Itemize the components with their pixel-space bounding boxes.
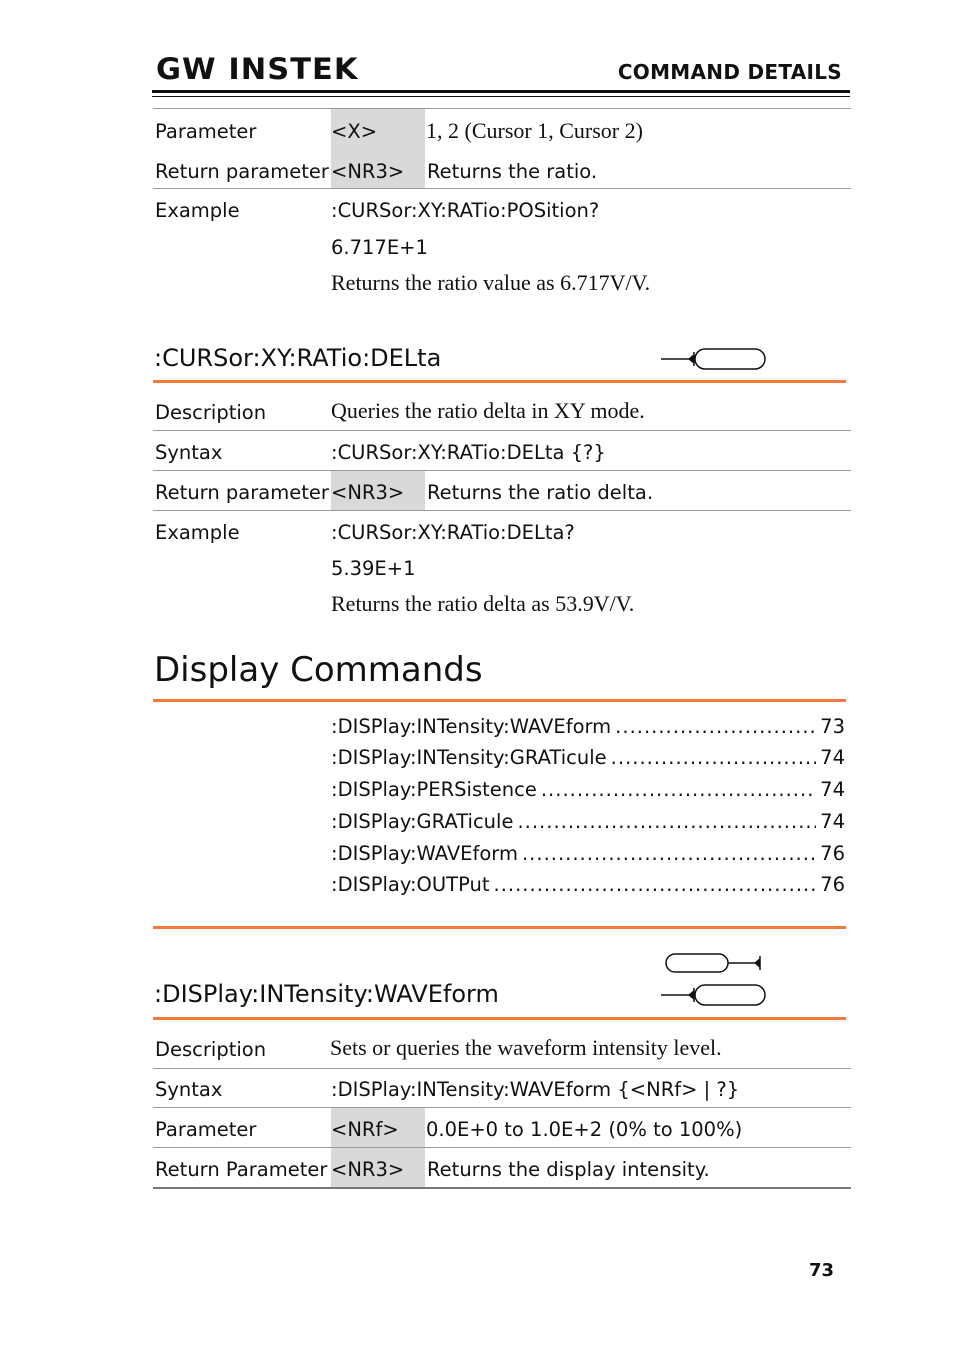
return-label: Return parameter [155, 481, 329, 504]
table-rule [153, 1187, 851, 1189]
toc-page: 76 [820, 873, 845, 896]
toc-page: 73 [820, 715, 845, 738]
parameter-label: Parameter [155, 120, 257, 143]
parameter-desc: 1, 2 (Cursor 1, Cursor 2) [426, 118, 643, 143]
query-icon [660, 982, 768, 1008]
set-icon [664, 951, 764, 975]
table-rule [153, 108, 851, 109]
syntax-label: Syntax [155, 441, 223, 464]
chapter-title: Display Commands [154, 650, 483, 690]
toc-label: :DISPlay:PERSistence [331, 778, 537, 801]
header-title: COMMAND DETAILS [617, 60, 842, 84]
description-label: Description [155, 401, 267, 424]
toc-label: :DISPlay:INTensity:WAVEform [331, 715, 612, 738]
toc-page: 74 [820, 778, 845, 801]
toc-page: 76 [820, 842, 845, 865]
parameter-code: <X> [331, 120, 378, 143]
toc-page: 74 [820, 810, 845, 833]
toc-leader [611, 746, 817, 769]
table-rule [153, 1107, 851, 1108]
syntax-text: :CURSor:XY:RATio:DELta {?} [331, 441, 606, 464]
example-desc: Returns the ratio value as 6.717V/V. [331, 270, 651, 295]
page-number: 73 [808, 1260, 834, 1281]
toc-entry[interactable] [331, 746, 845, 769]
syntax-text: :DISPlay:INTensity:WAVEform {<NRf> | ?} [331, 1078, 740, 1101]
return-desc: Returns the ratio. [427, 160, 598, 183]
toc-label: :DISPlay:WAVEform [331, 842, 518, 865]
section-title: :CURSor:XY:RATio:DELta [154, 344, 442, 372]
parameter-label: Parameter [155, 1118, 257, 1141]
table-rule [153, 470, 851, 471]
toc-label: :DISPlay:GRATicule [331, 810, 514, 833]
table-rule [153, 188, 851, 189]
toc-entry[interactable] [331, 810, 845, 833]
return-code: <NR3> [331, 1158, 405, 1181]
toc-entry[interactable] [331, 715, 845, 738]
example-value: 5.39E+1 [331, 557, 416, 580]
description-text: Queries the ratio delta in XY mode. [331, 398, 645, 423]
toc-leader [522, 842, 816, 865]
toc-page: 74 [820, 746, 845, 769]
toc-leader [517, 810, 816, 833]
table-rule [153, 430, 851, 431]
chapter-rule [153, 699, 846, 702]
example-command: :CURSor:XY:RATio:POSition? [331, 199, 600, 222]
table-rule [153, 1068, 851, 1069]
toc-label: :DISPlay:OUTPut [331, 873, 490, 896]
description-text: Sets or queries the waveform intensity level. [330, 1035, 722, 1060]
section-rule [153, 926, 846, 929]
toc-entry[interactable] [331, 873, 845, 896]
description-label: Description [155, 1038, 267, 1061]
toc-leader [615, 715, 816, 738]
header-rule-thin [152, 96, 850, 97]
brand-logo: GW INSTEK [156, 52, 359, 86]
example-command: :CURSor:XY:RATio:DELta? [331, 521, 575, 544]
return-label: Return Parameter [155, 1158, 328, 1181]
table-rule [153, 510, 851, 511]
toc-entry[interactable] [331, 778, 845, 801]
return-code: <NR3> [331, 481, 405, 504]
return-desc: Returns the ratio delta. [427, 481, 654, 504]
example-label: Example [155, 199, 240, 222]
example-desc: Returns the ratio delta as 53.9V/V. [331, 591, 635, 616]
parameter-code: <NRf> [331, 1118, 399, 1141]
section-rule [153, 380, 846, 383]
example-label: Example [155, 521, 240, 544]
toc-label: :DISPlay:INTensity:GRATicule [331, 746, 607, 769]
syntax-label: Syntax [155, 1078, 223, 1101]
parameter-desc: 0.0E+0 to 1.0E+2 (0% to 100%) [426, 1118, 743, 1141]
toc-leader [494, 873, 817, 896]
section-rule [153, 1017, 846, 1020]
toc-leader [541, 778, 816, 801]
return-code: <NR3> [331, 160, 405, 183]
toc-entry[interactable] [331, 842, 845, 865]
example-value: 6.717E+1 [331, 236, 428, 259]
section-title: :DISPlay:INTensity:WAVEform [154, 980, 499, 1008]
query-icon [660, 346, 768, 372]
return-label: Return parameter [155, 160, 329, 183]
return-desc: Returns the display intensity. [427, 1158, 710, 1181]
table-rule [153, 1147, 851, 1148]
header-rule-thick [152, 90, 850, 93]
